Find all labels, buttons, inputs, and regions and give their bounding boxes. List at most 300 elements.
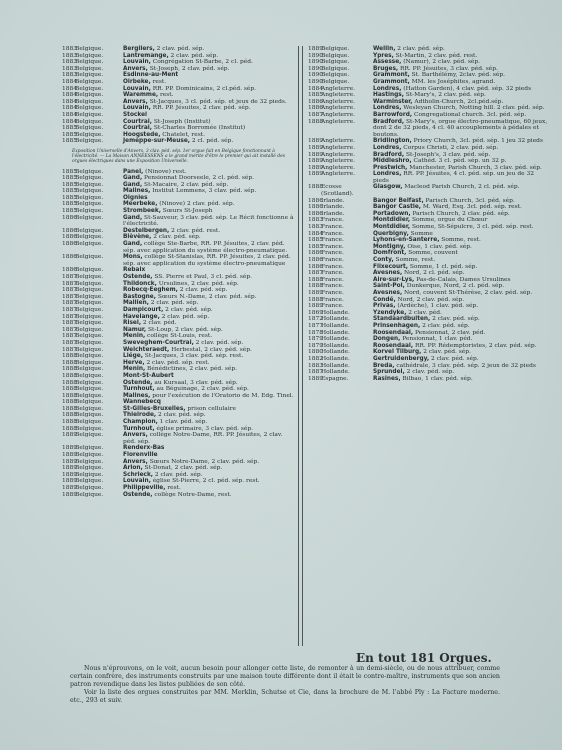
- entry-text: [123, 105, 294, 112]
- entry-year: 1889: [308, 138, 323, 145]
- entry-year: 1885: [62, 181, 77, 188]
- entry-country: Hollande.: [321, 316, 350, 323]
- entry-detail: Parisch Church, 2 clav. péd. sép.: [412, 210, 510, 217]
- entry-text: [373, 349, 548, 356]
- entry-detail: 2 clav. péd. sép.: [161, 313, 210, 320]
- entry-country: France.: [321, 296, 344, 303]
- organ-entry: [62, 478, 294, 485]
- entry-place: Assesse,: [373, 59, 402, 66]
- organ-entry: [308, 184, 548, 197]
- entry-country: Belgique.: [75, 188, 104, 195]
- entry-text: [373, 323, 548, 330]
- entry-place: Jemeppe-sur-Meuse,: [123, 138, 190, 145]
- entry-country: France.: [321, 217, 344, 224]
- entry-place: Stockel: [123, 111, 147, 118]
- entry-country: Belgique.: [75, 405, 104, 412]
- organ-entry: [308, 138, 548, 145]
- entry-country: Hollande.: [321, 309, 350, 316]
- entry-text: [373, 105, 548, 112]
- entry-country: Belgique.: [75, 425, 104, 432]
- entry-detail: 2 clav. péd. sép. rest.: [146, 359, 210, 366]
- organ-entry: [308, 119, 548, 139]
- entry-place: Menin,: [123, 333, 146, 340]
- entry-year: 1879: [308, 336, 323, 343]
- entry-year: 1888: [62, 379, 77, 386]
- entry-place: St-Gilles-Bruxelles,: [123, 405, 186, 412]
- organ-entry: [62, 86, 294, 93]
- entry-text: [123, 59, 294, 66]
- entry-place: Bergilers,: [123, 46, 155, 52]
- entry-detail: St-Macaire, 2 clav. péd. sép.: [144, 181, 229, 188]
- entry-detail: 2 clav. péd. rest.: [171, 227, 221, 234]
- entry-place: Mont-St-Aubert: [123, 372, 174, 379]
- entry-country: France.: [321, 263, 344, 270]
- entry-place: Hastings,: [373, 92, 404, 99]
- entry-country: France.: [321, 237, 344, 244]
- entry-place: Sprundel,: [373, 369, 405, 376]
- entry-text: [373, 303, 548, 310]
- entry-detail: (Ardèche), 1 clav. péd. sép.: [397, 303, 479, 310]
- entry-year: 1883: [308, 224, 323, 231]
- organ-entry: [62, 465, 294, 472]
- entry-year: 1889: [62, 491, 77, 498]
- entry-detail: au Kursaal, 3 clav. péd. sép.: [154, 379, 238, 386]
- entry-detail: rest.: [159, 92, 174, 99]
- entry-detail: RR. PP. Jésuites, 3 clav. péd. sép.: [400, 65, 498, 72]
- entry-detail: St-Mary's, 2 clav. péd. sép.: [405, 92, 486, 99]
- organ-entry: [308, 244, 548, 251]
- entry-country: France.: [321, 250, 344, 257]
- entry-detail: RR. PP. Dominicains, 2 cl.péd. sép.: [152, 85, 257, 92]
- entry-text: [123, 112, 294, 119]
- entry-detail: 2 clav. péd. sép.: [154, 471, 203, 478]
- entry-year: 1887: [308, 111, 323, 118]
- entry-detail: Institut Lemmens, 3 clav. péd. sép.: [152, 188, 257, 195]
- organ-entry: [308, 72, 548, 79]
- footer-text: [70, 665, 500, 705]
- entry-year: 1886: [62, 214, 77, 221]
- entry-detail: 2 cl. péd. sép.: [191, 138, 234, 145]
- entry-place: Bradford,: [373, 151, 405, 158]
- entry-place: Bradford,: [373, 118, 405, 125]
- entry-country: Belgique.: [75, 65, 104, 72]
- entry-year: 1888: [62, 353, 77, 360]
- entry-year: 1884: [62, 118, 77, 125]
- entry-year: 1890: [308, 52, 323, 59]
- entry-country: Belgique.: [75, 386, 104, 393]
- entry-detail: Bilbao, 1 clav. péd. sép.: [402, 375, 473, 382]
- entry-detail: 2 clav. péd. sép.: [406, 369, 455, 376]
- entry-detail: Somme, 1 cl. péd. sép.: [409, 263, 478, 270]
- entry-text: [123, 478, 294, 485]
- entry-country: Belgique.: [75, 452, 104, 459]
- entry-year: 1888: [308, 283, 323, 290]
- entry-year: 1884: [62, 111, 77, 118]
- entry-year: 1889: [62, 458, 77, 465]
- entry-place: Domfront,: [373, 250, 407, 257]
- entry-year: 1886: [62, 254, 77, 261]
- entry-text: [373, 204, 548, 211]
- entry-text: [123, 92, 294, 99]
- entry-place: Esdinne-au-Ment: [123, 72, 179, 79]
- entry-detail: Somme, St-Sépulcre, 3 cl. péd. sép. rest.: [411, 224, 534, 231]
- entry-country: Angleterre.: [321, 144, 356, 151]
- entry-year: 1885: [62, 175, 77, 182]
- entry-year: 1889: [308, 303, 323, 310]
- entry-text: [123, 432, 294, 445]
- entry-detail: au Béguinage, 2 clav. péd. sép.: [156, 386, 249, 393]
- entry-detail: Nord, 2 cl. péd. sép.: [404, 270, 465, 277]
- entry-place: Panel,: [123, 168, 144, 175]
- entry-country: Belgique.: [75, 111, 104, 118]
- entry-detail: Somme, couvent: [408, 250, 458, 257]
- entry-year: 1888: [62, 359, 77, 366]
- entry-year: 1886: [62, 241, 77, 248]
- entry-country: Belgique.: [75, 326, 104, 333]
- organ-entry: [308, 46, 548, 53]
- entry-country: Belgique.: [75, 471, 104, 478]
- entry-text: [373, 250, 548, 257]
- entry-year: 1889: [308, 164, 323, 171]
- entry-place: Barrowford,: [373, 111, 413, 118]
- entry-place: Avesnes,: [373, 270, 403, 277]
- entry-place: Glasgow,: [373, 184, 403, 191]
- entry-place: Standaardbuiten,: [373, 316, 431, 323]
- entry-country: Ecosse (Scotland).: [321, 184, 354, 198]
- entry-place: Querbigny,: [373, 230, 409, 237]
- entry-text: [373, 145, 548, 152]
- entry-country: Belgique.: [75, 208, 104, 215]
- entry-detail: St-Loup, 2 clav. péd. sép.: [148, 326, 223, 333]
- entry-detail: Somme, rest.: [395, 257, 436, 263]
- entry-year: 1889: [62, 471, 77, 478]
- entry-country: Belgique.: [75, 241, 104, 248]
- entry-place: Louvain,: [123, 59, 151, 66]
- entry-detail: St-Joseph (Institut): [153, 118, 211, 125]
- entry-detail: RR. PP. Jésuites, 2 clav. péd. sép.: [152, 105, 251, 112]
- organ-entry: [308, 204, 548, 211]
- organ-entry: [308, 316, 548, 323]
- entry-year: 1888: [308, 118, 323, 125]
- entry-place: Strombeek,: [123, 208, 161, 215]
- entry-country: Angleterre.: [321, 118, 356, 125]
- entry-year: 1889: [62, 485, 77, 492]
- entry-place: Malines,: [123, 188, 151, 195]
- entry-country: Irlande.: [321, 197, 345, 204]
- entry-text: [123, 79, 294, 86]
- entry-place: Courtrai,: [123, 118, 152, 125]
- entry-country: Belgique.: [321, 52, 350, 59]
- organ-entry: [62, 300, 294, 307]
- entry-place: Meerbeke,: [123, 201, 158, 208]
- entry-country: Belgique.: [75, 214, 104, 221]
- entry-place: Anvers,: [123, 458, 148, 465]
- entry-text: [123, 188, 294, 195]
- entry-text: [123, 386, 294, 393]
- entry-place: Herve,: [123, 359, 145, 366]
- entry-detail: Herbestal, 2 clav. péd. sép.: [171, 346, 252, 353]
- entry-detail: Pas-de-Calais, Dames Ursulines: [416, 276, 511, 283]
- entry-detail: Congregational church. 3cl. péd. sép.: [413, 111, 527, 118]
- entry-place: Anvers,: [123, 65, 148, 72]
- column-divider: [298, 46, 299, 646]
- entry-place: Destelbergen,: [123, 227, 170, 234]
- entry-country: Belgique.: [321, 78, 350, 85]
- entry-country: Belgique.: [75, 346, 104, 353]
- entry-country: Belgique.: [75, 254, 104, 261]
- entry-detail: Corpus Christi, 2 clav. péd. sép.: [403, 144, 499, 151]
- entry-place: Thildonck,: [123, 280, 157, 287]
- entry-place: Havelange,: [123, 313, 160, 320]
- organ-entry: [62, 241, 294, 254]
- entry-country: Hollande.: [321, 329, 350, 336]
- organ-entry: [62, 373, 294, 380]
- organ-entry: [308, 158, 548, 165]
- organ-entry: [308, 290, 548, 297]
- entry-text: [123, 287, 294, 294]
- entry-text: [123, 138, 294, 145]
- entry-text: [373, 290, 548, 297]
- entry-detail: RR. PP. Jésuites, 4 cl. péd. sép. un jeu de 32 pieds: [373, 171, 534, 184]
- entry-place: Bastogne,: [123, 293, 156, 300]
- entry-place: Warminster,: [373, 98, 413, 105]
- entry-text: [373, 211, 548, 218]
- entry-text: [123, 86, 294, 93]
- organ-entry: [62, 393, 294, 400]
- entry-year: 1888: [308, 296, 323, 303]
- entry-country: Angleterre.: [321, 171, 356, 178]
- entry-detail: église primaire, 3 clav. péd. sép.: [156, 425, 254, 432]
- entry-place: Menin,: [123, 366, 146, 373]
- entry-text: [373, 283, 548, 290]
- entry-detail: Adtholin-Church, 2cl.péd.sép.: [414, 98, 504, 105]
- entry-country: Belgique.: [75, 98, 104, 105]
- organ-entry: [62, 320, 294, 327]
- entry-text: [373, 336, 548, 343]
- entry-year: 1889: [308, 46, 323, 52]
- entry-country: Belgique.: [75, 92, 104, 99]
- entry-detail: collège Notre-Dame, rest.: [154, 491, 232, 498]
- entry-detail: 2 clav. péd. sép.: [153, 234, 201, 241]
- entry-place: Liége,: [123, 353, 143, 360]
- entry-text: [123, 445, 294, 452]
- entry-text: [123, 333, 294, 340]
- entry-country: Belgique.: [75, 52, 104, 59]
- entry-country: Belgique.: [75, 125, 104, 132]
- entry-place: Prinsenhagen,: [373, 322, 421, 329]
- entry-country: Belgique.: [75, 399, 104, 406]
- entry-country: Belgique.: [75, 287, 104, 294]
- entry-text: [123, 452, 294, 459]
- entry-text: [123, 399, 294, 406]
- organ-entry: [62, 72, 294, 79]
- entry-year: 1887: [62, 346, 77, 353]
- organ-entry: [308, 224, 548, 231]
- organ-entry: [62, 92, 294, 99]
- entry-country: Belgique.: [75, 201, 104, 208]
- entry-country: Belgique.: [75, 267, 104, 274]
- entry-place: Gand,: [123, 241, 143, 248]
- organ-entry: [308, 237, 548, 244]
- entry-detail: Manchester, Parish Church, 3 clav. péd. sép.: [409, 164, 542, 171]
- organ-entry: [308, 369, 548, 376]
- entry-place: Montdidier,: [373, 217, 411, 224]
- organ-entry: [308, 356, 548, 363]
- organ-entry: [62, 274, 294, 281]
- entry-text: [373, 244, 548, 251]
- entry-place: Bangor Belfast,: [373, 197, 424, 204]
- entry-country: Belgique.: [75, 392, 104, 399]
- entry-place: Renderx-Bas: [123, 445, 165, 452]
- entry-place: Flixecourt,: [373, 263, 408, 270]
- entry-text: [123, 419, 294, 426]
- entry-year: 1888: [62, 366, 77, 373]
- entry-detail: Chatelet, rest.: [162, 131, 205, 138]
- entry-detail: (Ninove) rest.: [145, 168, 187, 175]
- entry-year: 1885: [62, 131, 77, 138]
- entry-place: Rebaix: [123, 267, 146, 274]
- organ-entry: [62, 46, 294, 53]
- entry-detail: St. Barthélémy, 2clav. péd. sép.: [411, 72, 506, 79]
- entry-detail: Nord, 2 clav. péd. sép.: [397, 296, 465, 303]
- entry-place: Londres,: [373, 105, 402, 112]
- entry-year: 1887: [62, 274, 77, 281]
- entry-year: 1889: [308, 375, 323, 382]
- entry-country: Belgique.: [75, 465, 104, 472]
- entry-country: Belgique.: [75, 175, 104, 182]
- entry-place: Malines,: [123, 392, 151, 399]
- entry-place: Bièvène,: [123, 234, 152, 241]
- organ-entry: [308, 145, 548, 152]
- entry-year: 1885: [62, 168, 77, 175]
- entry-country: Belgique.: [75, 105, 104, 112]
- entry-country: Belgique.: [321, 46, 350, 52]
- entry-country: Belgique.: [75, 280, 104, 287]
- entry-detail: St-Martin, 2 clav. péd. rest.: [395, 52, 478, 59]
- entry-year: 1888: [62, 399, 77, 406]
- entry-year: 1877: [308, 322, 323, 329]
- entry-text: [123, 373, 294, 380]
- entry-detail: Somme, rest.: [441, 237, 481, 244]
- entry-country: Angleterre.: [321, 138, 356, 145]
- entry-place: Lyhons-en-Santerre,: [373, 237, 440, 244]
- entry-year: 1880: [308, 349, 323, 356]
- entry-text: [123, 46, 294, 53]
- entry-country: Angleterre.: [321, 158, 356, 165]
- entry-year: 1888: [308, 276, 323, 283]
- entry-detail: cathédrale, 3 clav. péd. sép. 2 jeux de 32 pieds: [396, 362, 536, 369]
- entry-year: 1886: [308, 257, 323, 263]
- entry-place: Saint-Pol,: [373, 283, 405, 290]
- entry-year: 1888: [62, 419, 77, 426]
- entry-detail: St-Joseph, 2 clav. péd. sép.: [149, 65, 230, 72]
- entry-place: Roosendaal,: [373, 329, 414, 336]
- entry-country: Belgique.: [75, 293, 104, 300]
- entry-country: Angleterre.: [321, 98, 356, 105]
- entry-country: France.: [321, 283, 344, 290]
- entry-detail: 2 clav. péd.: [408, 309, 442, 316]
- entry-detail: (Ninove) 2 clav. péd. sép.: [159, 201, 235, 208]
- entry-country: Belgique.: [75, 118, 104, 125]
- entry-place: Mons,: [123, 254, 143, 261]
- entry-country: Belgique.: [75, 72, 104, 79]
- organ-entry: [308, 231, 548, 238]
- entry-year: 1890: [308, 72, 323, 79]
- entry-country: Espagne.: [321, 375, 349, 382]
- entry-detail: Macleod Parish Church, 2 cl. péd. sép.: [404, 184, 520, 191]
- entry-year: 1884: [62, 78, 77, 85]
- entry-place: Mallien,: [123, 300, 149, 307]
- entry-country: Angleterre.: [321, 85, 356, 92]
- entry-place: Londres,: [373, 144, 402, 151]
- entry-year: 1887: [62, 306, 77, 313]
- entry-place: Conty,: [373, 257, 394, 263]
- entry-year: 1879: [308, 342, 323, 349]
- entry-detail: rest.: [152, 78, 167, 85]
- entry-year: 1886: [308, 197, 323, 204]
- entry-place: Gand,: [123, 214, 143, 221]
- entry-year: 1889: [308, 171, 323, 178]
- entry-text: [123, 353, 294, 360]
- entry-year: 1887: [62, 287, 77, 294]
- entry-detail: église St-Pierre, 2 cl. péd. sép. rest.: [152, 478, 260, 485]
- entry-country: Belgique.: [75, 412, 104, 419]
- entry-country: Belgique.: [75, 46, 104, 52]
- entry-year: 1889: [62, 452, 77, 459]
- entry-year: 1885: [308, 243, 323, 250]
- entry-year: 1887: [62, 313, 77, 320]
- entry-text: [373, 316, 548, 323]
- entry-place: Roosendaal,: [373, 342, 414, 349]
- entry-country: Hollande.: [321, 369, 350, 376]
- entry-country: Belgique.: [75, 138, 104, 145]
- footer-paragraph: Nous n'éprouvons, on le voit, aucun besoin pour allonger cette liste, de remonter à un demi-siècle, ou de nous attribuer, comme certain confrère, des instruments construits par une maison toute différente dont il était le contre-maître, instruments que son ancien patron revendique dans les listes publiées de son côté.: [70, 665, 500, 688]
- entry-year: 1885: [308, 92, 323, 99]
- entry-country: Belgique.: [75, 300, 104, 307]
- entry-detail: pour l'exécution de l'Oratorio de M. Edg. Tinel.: [152, 392, 294, 399]
- organ-entry: [62, 79, 294, 86]
- entry-text: [373, 257, 548, 264]
- organ-entry: [62, 445, 294, 452]
- entry-country: Belgique.: [75, 353, 104, 360]
- entry-year: 1884: [308, 85, 323, 92]
- entry-country: Angleterre.: [321, 151, 356, 158]
- entry-place: Middleshro,: [373, 158, 412, 165]
- entry-text: [373, 119, 548, 139]
- organ-entry: [62, 314, 294, 321]
- entry-text: [373, 112, 548, 119]
- organ-entry: [308, 376, 548, 383]
- entry-place: Gand,: [123, 181, 143, 188]
- organ-entry: [62, 215, 294, 228]
- entry-detail: collège Ste-Barbe, RR. PP. Jésuites, 2 clav. péd. sép. avec application du système électro-pneumatique.: [123, 241, 288, 254]
- entry-place: Turnhout,: [123, 386, 155, 393]
- entry-year: 1886: [62, 234, 77, 241]
- entry-text: [373, 231, 548, 238]
- entry-text: [373, 237, 548, 244]
- entry-country: Belgique.: [75, 445, 104, 452]
- entry-text: [373, 158, 548, 165]
- organ-entry: [62, 125, 294, 132]
- entry-detail: St-Mary's, orgue électro-pneumatique, 60 jeux, dont 2 de 32 pieds, 4 cl. 40 accouplements à pédales et boutons.: [373, 118, 548, 138]
- entry-place: Prestwich,: [373, 164, 408, 171]
- entry-country: Belgique.: [75, 458, 104, 465]
- right-column: [308, 46, 548, 382]
- entry-year: 1886: [308, 105, 323, 112]
- entry-text: [123, 485, 294, 492]
- entry-year: 1888: [62, 425, 77, 432]
- entry-country: Angleterre.: [321, 164, 356, 171]
